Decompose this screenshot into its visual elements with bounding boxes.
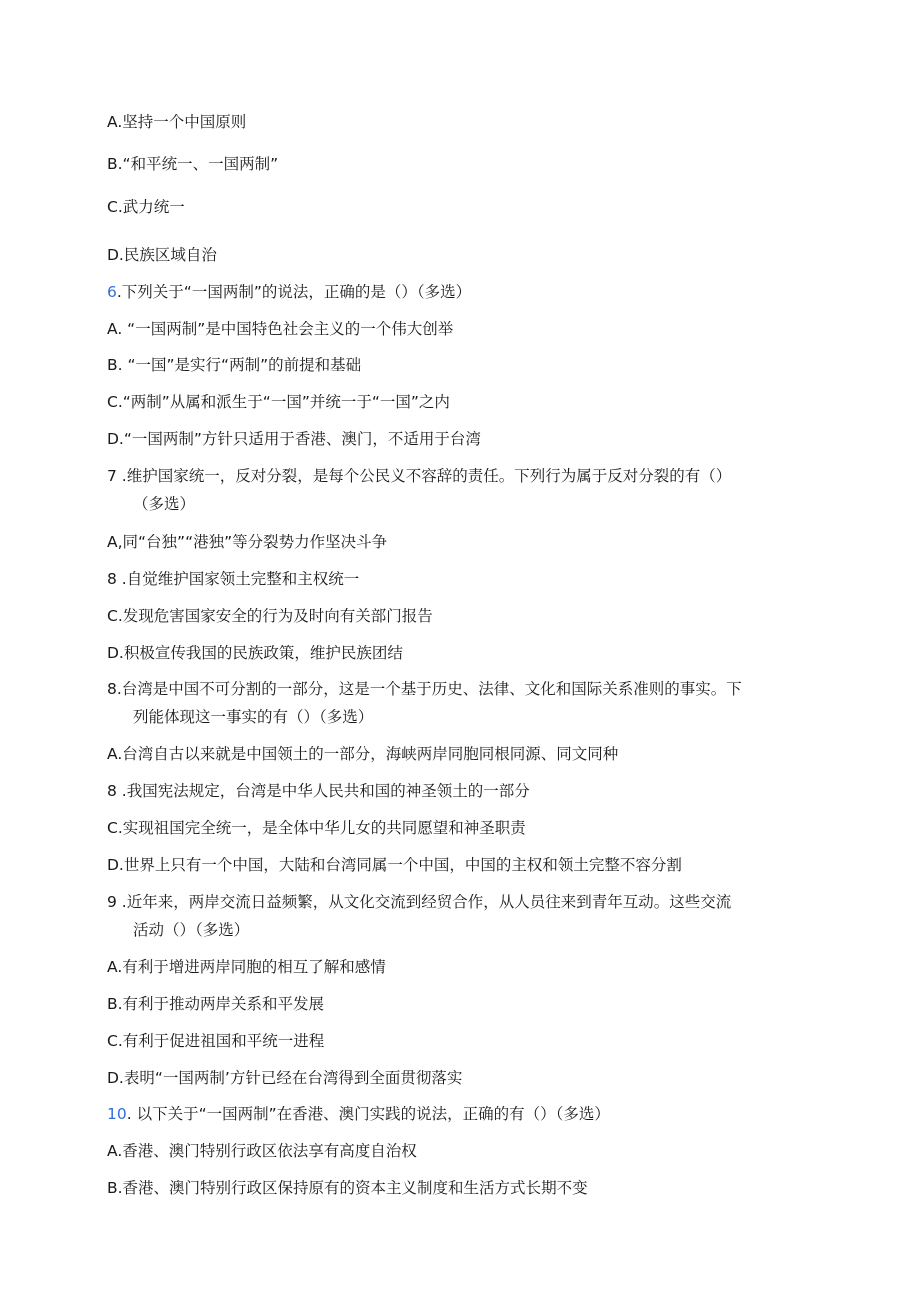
q5-option-a: A.坚持一个中国原则 xyxy=(107,113,247,131)
q8-question-line1: 8.台湾是中国不可分割的一部分，这是一个基于历史、法律、文化和国际关系准则的事实。下 xyxy=(107,680,742,698)
q9-option-a: A.有利于增进两岸同胞的相互了解和感情 xyxy=(107,958,386,976)
q9-question-line1: 9 .近年来，两岸交流日益频繁，从文化交流到经贸合作，从人员往来到青年互动。这些交流 xyxy=(107,893,732,911)
q9-option-b: B.有利于推动两岸关系和平发展 xyxy=(107,995,325,1013)
q9-option-c: C.有利于促进祖国和平统一进程 xyxy=(107,1032,325,1050)
q7-question-line1: 7 .维护国家统一，反对分裂，是每个公民义不容辞的责任。下列行为属于反对分裂的有（） xyxy=(107,467,732,485)
q6-text: .下列关于“一国两制”的说法，正确的是（）（多选） xyxy=(116,283,472,301)
q6-option-c: C.“两制”从属和派生于“一国”并统一于“一国”之内 xyxy=(107,393,450,411)
q8-option-b: 8 .我国宪法规定，台湾是中华人民共和国的神圣领土的一部分 xyxy=(107,782,530,800)
q10-text: . 以下关于“一国两制”在香港、澳门实践的说法，正确的有（）（多选） xyxy=(126,1105,610,1123)
q6-number: 6 xyxy=(107,283,117,301)
q10-option-b: B.香港、澳门特别行政区保持原有的资本主义制度和生活方式长期不变 xyxy=(107,1179,588,1197)
q9-option-d: D.表明“一国两制’方针已经在台湾得到全面贯彻落实 xyxy=(107,1069,463,1087)
q8-option-a: A.台湾自古以来就是中国领土的一部分，海峡两岸同胞同根同源、同文同种 xyxy=(107,745,619,763)
q7-option-c: C.发现危害国家安全的行为及时向有关部门报告 xyxy=(107,607,433,625)
q5-option-b: B.“和平统一、一国两制” xyxy=(107,155,279,173)
q7-option-a: A,同“台独”“港独”等分裂势力作坚决斗争 xyxy=(107,533,388,551)
q6-option-d: D.“一国两制”方针只适用于香港、澳门，不适用于台湾 xyxy=(107,430,481,448)
q5-option-c: C.武力统一 xyxy=(107,198,185,216)
q6-option-b: B. “一国”是实行“两制”的前提和基础 xyxy=(107,356,362,374)
q10-question xyxy=(107,1104,610,1124)
q6-question xyxy=(107,282,471,302)
q8-question-line2: 列能体现这一事实的有（）（多选） xyxy=(133,708,374,726)
q5-option-d: D.民族区域自治 xyxy=(107,246,217,264)
q10-option-a: A.香港、澳门特别行政区依法享有高度自治权 xyxy=(107,1142,417,1160)
q6-option-a: A. “一国两制”是中国特色社会主义的一个伟大创举 xyxy=(107,320,454,338)
q7-question-line2: （多选） xyxy=(133,495,196,513)
q7-option-d: D.积极宣传我国的民族政策，维护民族团结 xyxy=(107,644,403,662)
q10-number: 10 xyxy=(107,1105,127,1123)
q9-question-line2: 活动（）（多选） xyxy=(133,921,250,939)
q8-option-d: D.世界上只有一个中国，大陆和台湾同属一个中国，中国的主权和领土完整不容分割 xyxy=(107,856,682,874)
q7-option-b: 8 .自觉维护国家领土完整和主权统一 xyxy=(107,570,360,588)
q8-option-c: C.实现祖国完全统一，是全体中华儿女的共同愿望和神圣职责 xyxy=(107,819,526,837)
